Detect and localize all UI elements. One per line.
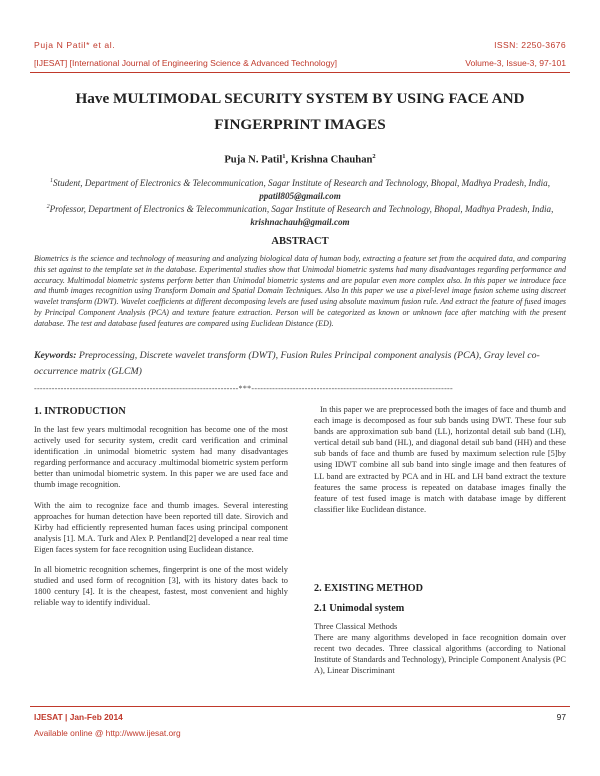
affiliation-2-sup: 2: [46, 204, 50, 210]
keywords-label: Keywords:: [34, 350, 77, 361]
affiliation-1-email: ppatil805@gmail.com: [259, 191, 341, 202]
intro-paragraph-2: With the aim to recognize face and thumb images. Several interesting approaches for human detection have been reported till date. Sirovich and Kirby had efficiently represented human faces using principal component analysis [1]. M.A. Turk and Alex P. Pentland[2] developed a near real time Eigen faces system for face recognition using Euclidean distance.: [34, 500, 288, 554]
header-rule: [30, 72, 570, 73]
author-2: Krishna Chauhan: [290, 154, 373, 166]
header-issn: ISSN: 2250-3676: [494, 40, 566, 50]
intro-heading: 1. INTRODUCTION: [34, 406, 126, 417]
paper-title-line1: Have MULTIMODAL SECURITY SYSTEM BY USING FACE AND: [75, 90, 525, 107]
right-column-lower: [314, 621, 566, 676]
right-column: [314, 404, 566, 515]
abstract-body: Biometrics is the science and technology of measuring and analyzing biological data of human body, extracting a feature set from the acquired data, and comparing this set against to the template set in the database. Experimental studies show that Unimodal biometric systems had many disadvantages regarding performance and accuracy. Multimodal biometric systems perform better than Unimodal biometric systems and are popular even more complex also. In this paper we introduce face and thumb images recognition using Transform Domain and Spatial Domain Techniques. Also In this paper we use a pixel-level image fusion scheme using discreet wavelet transform (DWT). Wavelet coefficients at different decomposing levels are fused using absolute maximum fusion rule. And extract the feature of fused images by Principal Component Analysis (PCA) and texture feature extraction. Person will be categorized as known or unknown face after matching with the present database. The test and database fused features are compared using Euclidean Distance (ED).: [34, 254, 566, 328]
footer-available-online[interactable]: Available online @ http://www.ijesat.org: [34, 728, 181, 738]
footer-journal-issue: IJESAT | Jan-Feb 2014: [34, 712, 123, 722]
affiliation-1-sup: 1: [50, 178, 53, 184]
author-line: [30, 153, 570, 166]
author-separator: ,: [285, 154, 291, 166]
affiliation-1: [40, 175, 560, 203]
footer-page-number: 97: [556, 712, 566, 722]
affiliation-1-text: Student, Department of Electronics & Telecommunication, Sagar Institute of Research and Technology, Bhopal, Madhya Pradesh, India,: [53, 178, 550, 189]
paper-title-line2: FINGERPRINT IMAGES: [214, 116, 386, 133]
affiliation-2: [40, 201, 560, 229]
three-classical-methods: Three Classical Methods: [314, 622, 398, 631]
right-paragraph-1: In this paper we are preprocessed both the images of face and thumb and each image is decomposed as four sub bands using DWT. These four sub bands are approximation sub band (LL), horizontal detail sub band (LH), vertical detail sub band (HL), and diagonal detail sub band (HH) and these sub bands of face and thumb are fused by maximum selection rule [5]by using IDWT combine all sub band into single image and then features of LL band are extracted by PCA and in HL and LH band extract the texture features the same process is repeated on database images finally the feature of test fused image is match with database image by different classifier like Euclidean distance.: [314, 405, 566, 514]
affiliation-2-text: Professor, Department of Electronics & Telecommunication, Sagar Institute of Research and Technology, Bhopal, Madhya Pradesh, India,: [49, 204, 554, 215]
intro-paragraph-3: In all biometric recognition schemes, fingerprint is one of the most widely studied and used form of recognition [3], with its history dates back to 1800 century [4]. It is the cheapest, fastest, most convenient and highly reliable way to identify individual.: [34, 565, 288, 608]
section-divider: ---------------------------------------------------------------------***--------------------------------------------------------------------: [34, 384, 453, 393]
footer-rule: [30, 706, 570, 707]
affiliation-2-email: krishnachauh@gmail.com: [250, 217, 350, 228]
abstract-heading: ABSTRACT: [271, 236, 329, 247]
keywords: [34, 348, 566, 380]
unimodal-system-heading: 2.1 Unimodal system: [314, 603, 405, 614]
author-1-sup: 1: [282, 153, 286, 160]
left-column: [34, 424, 288, 608]
header-volume: Volume-3, Issue-3, 97-101: [465, 58, 566, 68]
header-authors: Puja N Patil* et al.: [34, 40, 116, 50]
header-journal: [IJESAT] [International Journal of Engineering Science & Advanced Technology]: [34, 58, 338, 68]
keywords-text: Preprocessing, Discrete wavelet transform (DWT), Fusion Rules Principal component analysis (PCA), Gray level co-occurrence matrix (GLCM): [34, 350, 540, 377]
author-1: Puja N. Patil: [224, 154, 283, 166]
intro-paragraph-1: In the last few years multimodal recognition has become one of the most actively used for security system, credit card verification and criminal identification .in unimodal biometric system had many disadvantages regarding performance and accuracy .multimodal biometric system perform better than unimodal biometric system. In this paper we are used face and thumb image recognition.: [34, 425, 288, 490]
right-paragraph-2: There are many algorithms developed in face recognition domain over recent two decades. Three classical algorithms (according to National Institute of Standards and Technology), Principle Component Analysis (PC A), Linear Discriminant: [314, 633, 566, 676]
existing-method-heading: 2. EXISTING METHOD: [314, 583, 423, 594]
author-2-sup: 2: [372, 153, 376, 160]
